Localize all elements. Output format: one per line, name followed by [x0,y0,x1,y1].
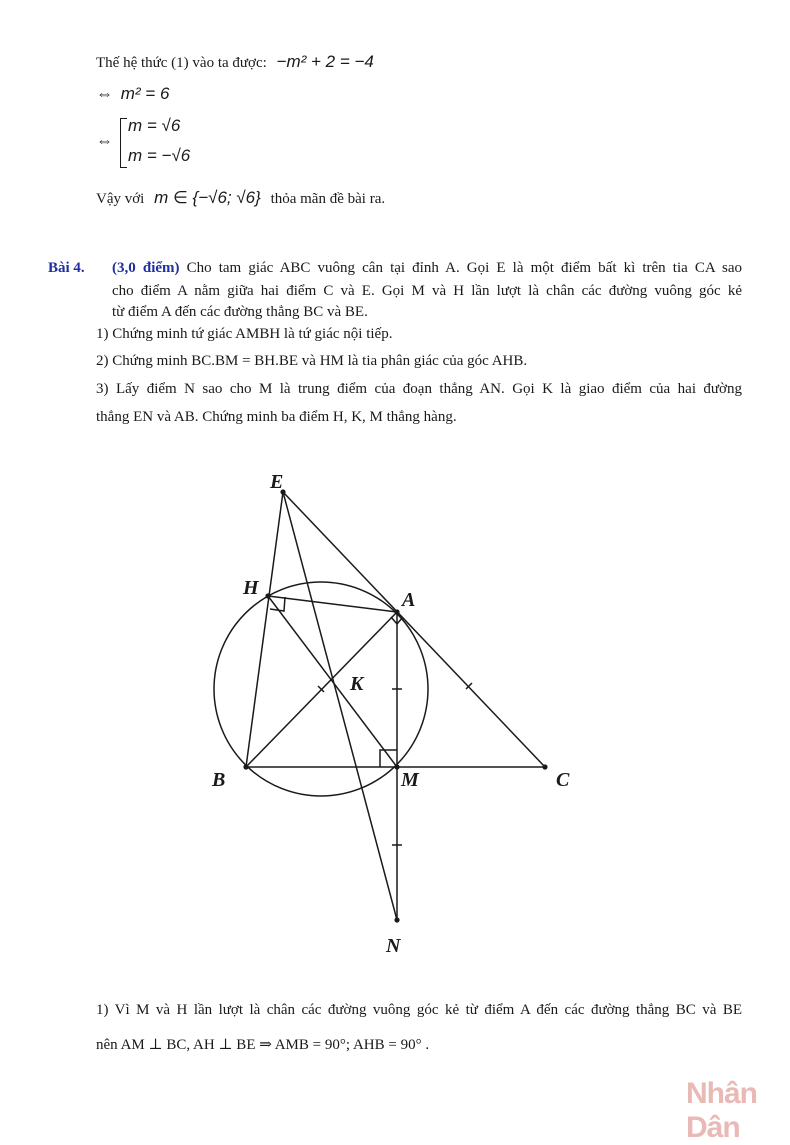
point-B [243,764,248,769]
question-3-line-1: 3) Lấy điểm N sao cho M là trung điểm của đoạn thẳng AN. Gọi K là giao điểm của hai đường [96,381,742,397]
problem-stem-line-1-text: Cho tam giác ABC vuông cân tại đỉnh A. Gọi E là một điểm bất kì trên tia CA sao [186,260,742,276]
problem-label: Bài 4. [48,260,85,276]
solution-line-1-math: −m² + 2 = −4 [276,52,374,71]
solution-line-2-math: m² = 6 [120,84,170,103]
question-3-line-2: thẳng EN và AB. Chứng minh ba điểm H, K, M thẳng hàng. [96,409,457,425]
point-C [542,764,547,769]
iff-symbol-2: ⇔ [96,131,113,150]
iff-symbol: ⇔ [96,84,113,103]
solution-part1-line-1: 1) Vì M và H lần lượt là chân các đường vuông góc kẻ từ điểm A đến các đường thẳng BC và BE [96,1002,742,1018]
question-1: 1) Chứng minh tứ giác AMBH là tứ giác nội tiếp. [96,326,393,342]
segment-EN [283,492,397,920]
problem-stem-line-3: từ điểm A đến các đường thẳng BC và BE. [112,304,368,320]
label-A: A [402,589,416,611]
watermark-logo: Nhân Dân [686,1077,757,1144]
label-E: E [270,471,284,493]
label-C: C [556,769,570,791]
conclusion-prefix: Vậy với [96,191,145,207]
problem-points: (3,0 điểm) [112,260,180,276]
label-K: K [350,673,364,695]
case-1: m = √6 [128,116,181,135]
point-M [394,764,399,769]
label-N: N [386,935,401,957]
solution-line-1-text: Thế hệ thức (1) vào ta được: [96,55,267,71]
conclusion-suffix: thỏa mãn đề bài ra. [270,191,386,207]
solution-part1-line-2: nên AM ⊥ BC, AH ⊥ BE ⇒ AMB = 90°; AHB = 90° . [96,1037,430,1053]
question-2: 2) Chứng minh BC.BM = BH.BE và HM là tia phân giác của góc AHB. [96,353,528,369]
conclusion-math: m ∈ {−√6; √6} [154,188,261,207]
point-A [394,609,399,614]
label-M: M [401,769,419,791]
segment-HM [268,596,397,767]
segment-EC [283,492,545,767]
segment-BE [246,492,283,767]
label-H: H [243,577,259,599]
point-N [394,917,399,922]
case-2: m = −√6 [128,146,191,165]
label-B: B [212,769,226,791]
point-H [265,593,270,598]
problem-stem-line-2: cho điểm A nằm giữa hai điểm C và E. Gọi M và H lần lượt là chân các đường vuông góc kẻ [112,283,742,299]
